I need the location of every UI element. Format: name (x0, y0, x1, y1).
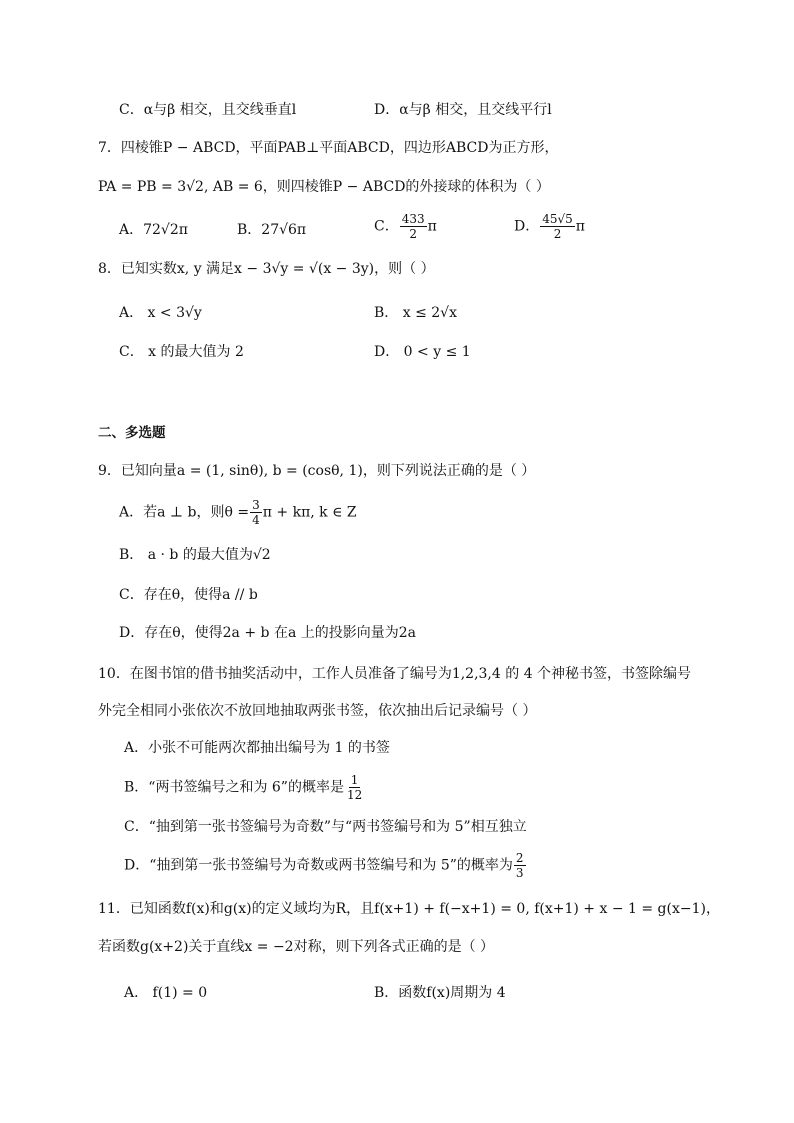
q7-option-c-fraction (400, 212, 427, 241)
q10-option-b-numerator: 1 (350, 773, 359, 787)
q10-option-a: A．小张不可能两次都抽出编号为 1 的书签 (124, 740, 390, 756)
q8-option-c: C． x 的最大值为 2 (119, 344, 244, 360)
q7-option-c-suffix: π (427, 218, 437, 235)
q8-option-d: D． 0 < y ≤ 1 (374, 344, 471, 360)
q9-stem: 9．已知向量a = (1, sinθ), b = (cosθ, 1)，则下列说法正确的是（ ） (98, 463, 536, 479)
q11-option-a: A． f(1) = 0 (124, 985, 208, 1001)
q7-stem-line1: 7．四棱锥P − ABCD，平面PAB⊥平面ABCD，四边形ABCD为正方形， (98, 140, 559, 156)
q10-option-d-prefix: D．“抽到第一张书签编号为奇数或两书签编号和为 5”的概率为 (124, 857, 513, 874)
q7-option-d-numerator: 45√5 (542, 212, 573, 226)
q10-option-d-denominator: 3 (515, 866, 524, 880)
q9-option-d: D．存在θ，使得2a + b 在a 上的投影向量为2a (119, 625, 417, 641)
q9-option-a-prefix: A．若a ⊥ b，则θ = (119, 504, 250, 521)
section-heading-multiple-choice: 二、多选题 (98, 425, 166, 441)
q7-option-d-denominator: 2 (553, 227, 562, 241)
q9-option-a (119, 498, 357, 527)
q7-option-c-numerator: 433 (401, 212, 425, 226)
q7-option-b: B．27√6π (237, 222, 307, 238)
q10-option-c: C．“抽到第一张书签编号为奇数”与“两书签编号和为 5”相互独立 (124, 819, 527, 835)
q9-option-a-denominator: 4 (252, 513, 260, 527)
q9-option-a-suffix: π + kπ, k ∈ Z (262, 504, 357, 521)
q9-option-c: C．存在θ，使得a // b (119, 587, 258, 603)
q11-option-b: B．函数f(x)周期为 4 (374, 985, 506, 1001)
q10-stem-line2: 外完全相同小张依次不放回地抽取两张书签，依次抽出后记录编号（ ） (98, 703, 537, 719)
q7-option-c-denominator: 2 (409, 227, 417, 241)
q8-option-b: B． x ≤ 2√x (374, 305, 457, 321)
q7-option-d-fraction (540, 212, 575, 241)
q7-stem-line2: PA = PB = 3√2, AB = 6，则四棱锥P − ABCD的外接球的体积为（ ） (98, 179, 550, 195)
q9-option-a-fraction (250, 498, 262, 527)
q10-option-b (124, 773, 365, 802)
q7-option-a: A．72√2π (119, 222, 188, 238)
q10-option-b-denominator: 12 (346, 788, 363, 802)
q7-option-d-suffix: π (575, 218, 585, 235)
q11-stem-line2: 若函数g(x+2)关于直线x = −2对称，则下列各式正确的是（ ） (98, 939, 495, 955)
q7-option-c (374, 212, 437, 241)
q8-option-a: A． x < 3√y (119, 305, 202, 321)
q7-option-d (514, 212, 585, 241)
q10-option-d-numerator: 2 (515, 851, 524, 865)
q11-stem-line1: 11．已知函数f(x)和g(x)的定义域均为R，且f(x+1) + f(−x+1) = 0, f(x+1) + x − 1 = g(x−1)， (98, 901, 720, 917)
q7-option-d-prefix: D． (514, 218, 540, 235)
q10-option-b-fraction (345, 773, 364, 802)
q6-option-d: D．α与β 相交，且交线平行l (374, 102, 552, 118)
q9-option-a-numerator: 3 (252, 498, 260, 512)
q10-option-b-prefix: B．“两书签编号之和为 6”的概率是 (124, 779, 344, 796)
q8-stem: 8．已知实数x, y 满足x − 3√y = √(x − 3y)，则（ ） (98, 261, 435, 277)
q9-option-b: B． a · b 的最大值为√2 (119, 547, 271, 563)
q10-option-d-fraction (514, 851, 526, 880)
q10-stem-line1: 10．在图书馆的借书抽奖活动中，工作人员准备了编号为1,2,3,4 的 4 个神秘书签，书签除编号 (98, 666, 692, 682)
q7-option-c-prefix: C． (374, 218, 399, 235)
q6-option-c: C．α与β 相交，且交线垂直l (119, 102, 297, 118)
q10-option-d (124, 851, 527, 880)
